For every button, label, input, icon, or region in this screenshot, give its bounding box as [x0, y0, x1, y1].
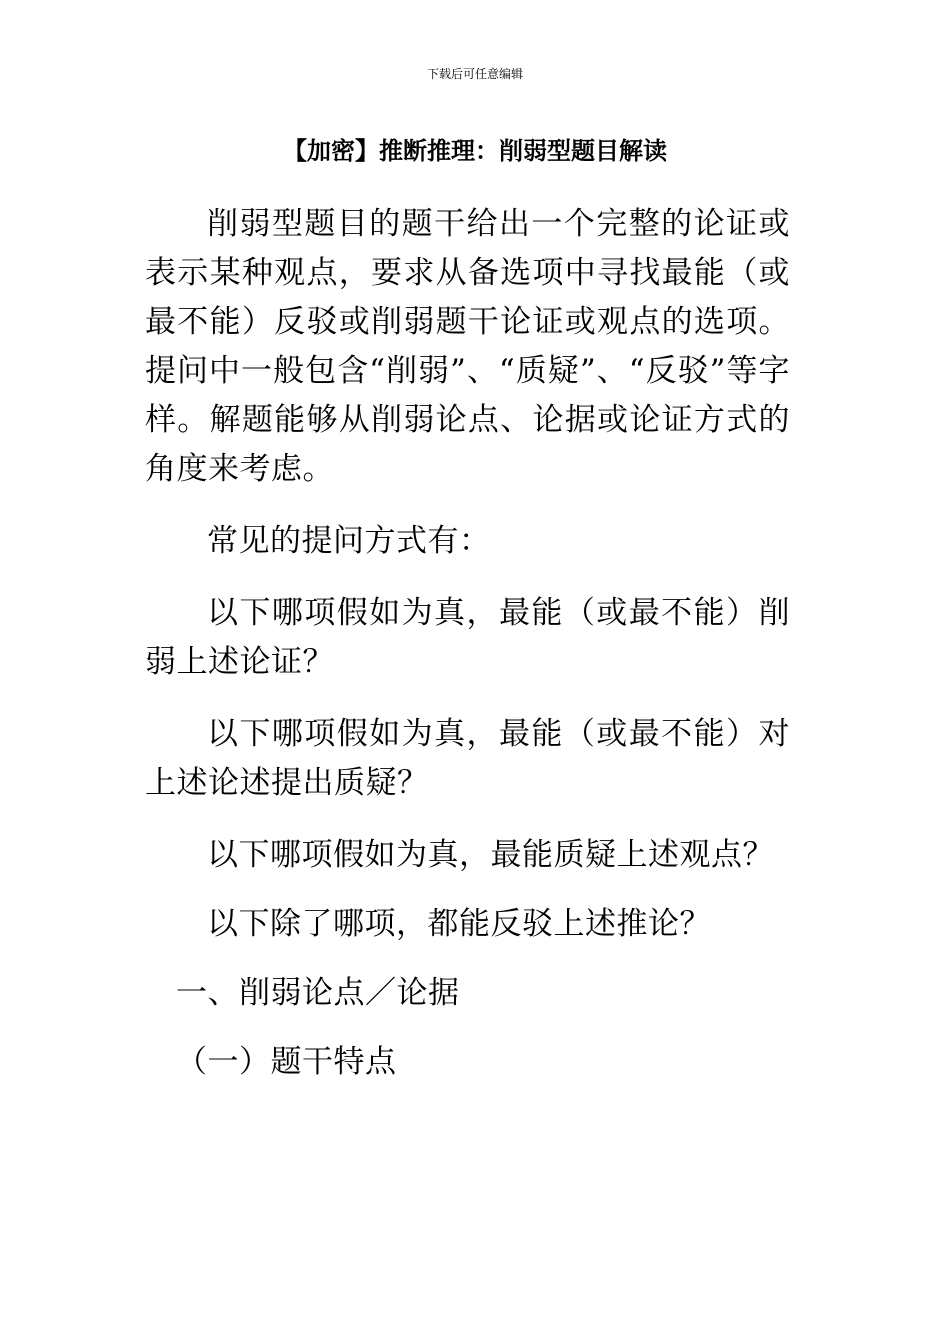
section-heading: 一、削弱论点／论据	[176, 975, 460, 1011]
intro-paragraph: 削弱型题目的题干给出一个完整的论证或表示某种观点，要求从备选项中寻找最能（或最不能）反驳或削弱题干论证或观点的选项。提问中一般包含“削弱”、“质疑”、“反驳”等字样。解题能够从削弱论点、论据或论证方式的角度来考虑。	[145, 206, 790, 487]
header-note: 下载后可任意编辑	[426, 67, 523, 81]
common-questions-label: 常见的提问方式有：	[207, 523, 491, 559]
question-2: 以下哪项假如为真，最能（或最不能）对上述论述提出质疑？	[145, 716, 790, 801]
question-4: 以下除了哪项，都能反驳上述推论？	[207, 906, 711, 942]
subsection-heading: （一）题干特点	[176, 1044, 397, 1080]
document-title: 【加密】推断推理：削弱型题目解读	[283, 136, 667, 165]
document-body	[145, 200, 790, 1087]
question-1: 以下哪项假如为真，最能（或最不能）削弱上述论证？	[145, 595, 790, 680]
question-3: 以下哪项假如为真，最能质疑上述观点？	[207, 837, 774, 873]
